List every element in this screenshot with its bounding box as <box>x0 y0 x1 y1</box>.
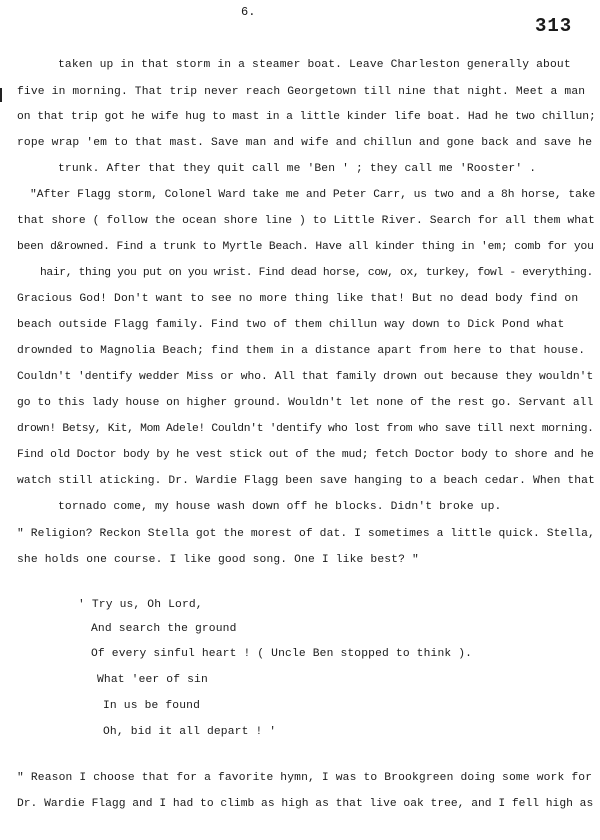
body-line: Couldn't 'dentify wedder Miss or who. All that family drown out because they wouldn't <box>17 371 594 383</box>
body-line: on that trip got he wife hug to mast in a little kinder life boat. Had he two chillun; <box>17 111 596 123</box>
typed-page-number: 6. <box>241 5 256 19</box>
body-line: five in morning. That trip never reach Georgetown till nine that night. Meet a man <box>17 86 586 98</box>
body-line: tornado come, my house wash down off he blocks. Didn't broke up. <box>58 501 502 513</box>
hymn-line: In us be found <box>103 700 201 712</box>
body-line: beach outside Flagg family. Find two of them chillun way down to Dick Pond what <box>17 319 565 331</box>
body-line: rope wrap 'em to that mast. Save man and wife and chillun and gone back and save he <box>17 137 593 149</box>
body-line: hair, thing you put on you wrist. Find dead horse, cow, ox, turkey, fowl - everything. <box>40 267 593 279</box>
body-line: drownded to Magnolia Beach; find them in a distance apart from here to that house. <box>17 345 586 357</box>
body-line: trunk. After that they quit call me 'Ben ' ; they call me 'Rooster' . <box>58 163 537 175</box>
body-line: drown! Betsy, Kit, Mom Adele! Couldn't 'dentify who lost from who save till next morning. <box>17 423 594 435</box>
body-line: been d&rowned. Find a trunk to Myrtle Beach. Have all kinder thing in 'em; comb for you <box>17 241 594 253</box>
margin-mark <box>0 88 2 102</box>
body-line: that shore ( follow the ocean shore line ) to Little River. Search for all them what <box>17 215 595 227</box>
closing-line: " Reason I choose that for a favorite hymn, I was to Brookgreen doing some work for <box>17 772 593 784</box>
body-line: "After Flagg storm, Colonel Ward take me and Peter Carr, us two and a 8h horse, take <box>30 189 596 201</box>
body-line: watch still aticking. Dr. Wardie Flagg been save hanging to a beach cedar. When that <box>17 475 595 487</box>
hymn-line: ' Try us, Oh Lord, <box>78 599 203 611</box>
body-line: go to this lady house on higher ground. Wouldn't let none of the rest go. Servant all <box>17 397 594 409</box>
hymn-line: And search the ground <box>91 623 237 635</box>
body-line: Gracious God! Don't want to see no more thing like that! But no dead body find on <box>17 293 579 305</box>
hymn-line: Oh, bid it all depart ! ' <box>103 726 277 738</box>
hymn-line: Of every sinful heart ! ( Uncle Ben stopped to think ). <box>91 648 473 660</box>
body-line: taken up in that storm in a steamer boat. Leave Charleston generally about <box>58 59 571 71</box>
body-line: " Religion? Reckon Stella got the morest of dat. I sometimes a little quick. Stella, <box>17 528 595 540</box>
hymn-line: What 'eer of sin <box>97 674 208 686</box>
closing-line: Dr. Wardie Flagg and I had to climb as high as that live oak tree, and I fell high as <box>17 798 594 810</box>
body-line: she holds one course. I like good song. One I like best? " <box>17 554 419 566</box>
body-line: Find old Doctor body by he vest stick out of the mud; fetch Doctor body to shore and he <box>17 449 594 461</box>
stamped-page-number: 313 <box>535 15 573 37</box>
